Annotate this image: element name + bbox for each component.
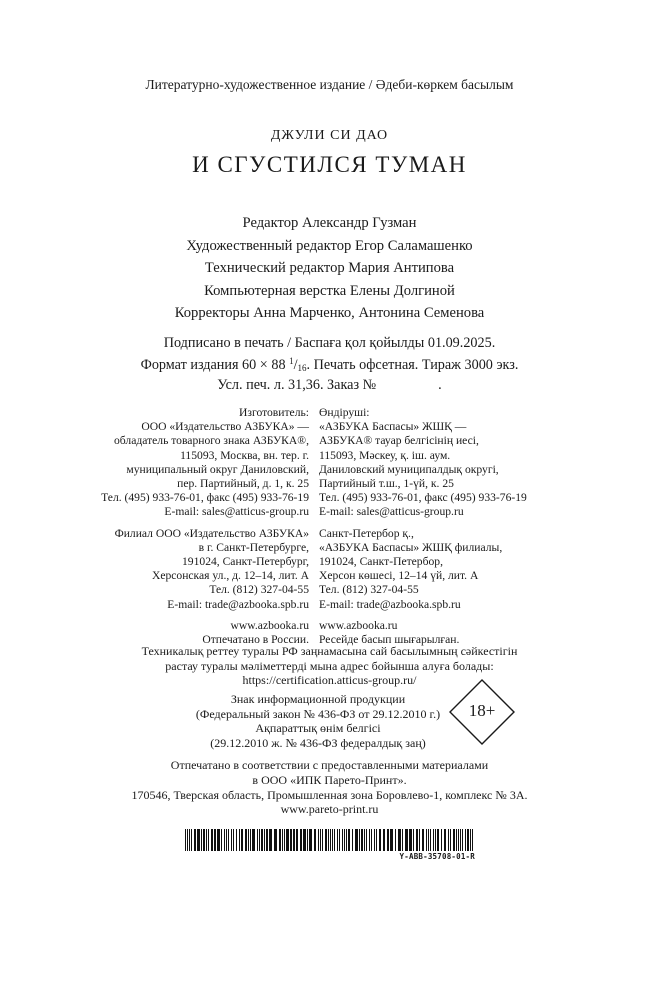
info-sign-line: Знак информационной продукции [230,692,406,706]
branch-kz-line: Херсон көшесі, 12–14 үй, лит. А [319,569,479,583]
credits-block [0,212,659,325]
credit-line: Корректоры Анна Марченко, Антонина Семенова [174,305,485,321]
barcode-bar [206,829,207,851]
barcode-bar [261,829,263,851]
format-suffix: . Печать офсетная. Тираж 3000 экз. [306,356,519,373]
barcode-bar [430,829,431,851]
barcode-bar [395,829,396,851]
manufacturer-kz-line: E-mail: sales@atticus-group.ru [319,505,464,519]
author-name: ДЖУЛИ СИ ДАО [270,128,389,143]
printed-in-kz: Ресейде басып шығарылған. [319,633,460,647]
barcode-bar [369,829,370,851]
barcode-bar [390,829,393,851]
barcode-bar [379,829,381,851]
certification-url: https://certification.atticus-group.ru/ [242,673,417,687]
barcode-bar [293,829,295,851]
barcode-bar [189,829,190,851]
barcode-bar [413,829,414,851]
book-title: И СГУСТИЛСЯ ТУМАН [192,152,467,177]
credit-line: Компьютерная верстка Елены Долгиной [204,282,455,299]
barcode-bar [359,829,360,851]
format-denominator: 16 [297,362,307,373]
manufacturer-ru-line: 115093, Москва, вн. тер. г. [180,448,309,462]
barcode-bar [465,829,466,851]
manufacturer-kz-line: «АЗБУКА Баспасы» ЖШҚ — [319,420,467,434]
barcode-bar [264,829,265,851]
barcode-bar [402,829,403,851]
barcode-bar [435,829,436,851]
barcode-bar [282,829,283,851]
barcode-bar [201,829,202,851]
printer-line: в ООО «ИПК Парето-Принт». [252,772,407,787]
branch-kz-line: Санкт-Петербор қ., [319,526,414,540]
barcode-bar [266,829,268,851]
barcode-bar [191,829,192,851]
barcode-caption: Y-ABB-35708-01-R [399,852,475,861]
barcode-bar [208,829,209,851]
barcode [185,829,475,851]
barcode-bar [467,829,469,851]
barcode-bar [224,829,225,851]
branch-ru-line: E-mail: trade@azbooka.spb.ru [167,597,309,611]
barcode-bar [303,829,306,851]
barcode-bar [458,829,459,851]
barcode-bar [371,829,372,851]
barcode-bar [450,829,451,851]
barcode-bar [286,829,289,851]
tech-regulation-note [0,644,659,688]
barcode-bar [239,829,240,851]
tech-regulation-line: Техникалық реттеу туралы РФ заңнамасына сай басылымның сәйкестігін [141,644,518,658]
manufacturer-ru-line: обладатель товарного знака АЗБУКА®, [114,434,309,448]
info-sign-line: (29.12.2010 ж. № 436-ФЗ федералдық заң) [210,735,426,750]
barcode-bar [236,829,237,851]
order-label: Усл. печ. л. 31,36. Заказ № [217,377,377,393]
printer-line: Отпечатано в соответствии с предоставленными материалами [170,758,489,772]
barcode-bar [366,829,367,851]
column-kazakh [319,406,619,647]
printed-in-ru: Отпечатано в России. [202,633,309,647]
barcode-bar [252,829,255,851]
branch-kz-line: Тел. (812) 327-04-55 [319,583,419,597]
website-kz: www.azbooka.ru [319,618,398,632]
manufacturer-kz-line: Даниловский муниципалдық округі, [319,462,499,476]
barcode-bar [296,829,298,851]
barcode-bar [405,829,408,851]
barcode-bar [470,829,471,851]
manufacturer-ru-line: муниципальный округ Даниловский, [126,462,309,476]
barcode-bar [250,829,251,851]
barcode-bar [257,829,258,851]
printer-url: www.pareto-print.ru [280,802,379,817]
branch-kz-line: 191024, Санкт-Петербор, [319,555,443,569]
manufacturer-ru-line: E-mail: sales@atticus-group.ru [164,505,309,519]
barcode-bar [214,829,216,851]
barcode-bar [398,829,401,851]
barcode-bar [269,829,272,851]
manufacturer-ru-line: пер. Партийный, д. 1, к. 25 [177,477,309,491]
barcode-bar [462,829,463,851]
barcode-bar [284,829,285,851]
barcode-bar [376,829,377,851]
barcode-bar [290,829,292,851]
barcode-bar [203,829,205,851]
barcode-bar [300,829,302,851]
barcode-bar [197,829,200,851]
column-russian [60,406,309,647]
barcode-bar [448,829,449,851]
barcode-bar [228,829,229,851]
manufacturer-kz-line: Партийный т.ш., 1-үй, к. 25 [319,477,454,491]
branch-kz-line: E-mail: trade@azbooka.spb.ru [319,597,461,611]
barcode-bar [314,829,316,851]
barcode-bar [374,829,375,851]
barcode-bar [194,829,196,851]
branch-ru-line: Филиал ООО «Издательство АЗБУКА» [114,526,309,540]
barcode-bar [211,829,213,851]
manufacturer-ru-line: ООО «Издательство АЗБУКА» — [141,420,309,434]
barcode-bar [231,829,232,851]
order-line [0,377,659,395]
barcode-bar [361,829,363,851]
print-info [0,335,659,395]
barcode-bar [332,829,333,851]
barcode-bar [226,829,227,851]
barcode-bar [325,829,327,851]
branch-ru-line: в г. Санкт-Петербурге, [198,540,309,554]
barcode-bar [433,829,434,851]
barcode-bar [259,829,260,851]
manufacturer-ru-line: Изготовитель: [239,406,309,419]
barcode-bar [322,829,323,851]
barcode-bar [460,829,461,851]
barcode-bar [241,829,243,851]
barcode-bar [346,829,347,851]
info-sign-block [168,692,468,750]
branch-ru-line: Херсонская ул., д. 12–14, лит. А [151,569,309,583]
barcode-bar [274,829,277,851]
barcode-bar [428,829,429,851]
branch-kz-line: «АЗБУКА Баспасы» ЖШҚ филиалы, [319,540,503,554]
manufacturer-kz-line: Тел. (495) 933-76-01, факс (495) 933-76-19 [319,491,527,505]
barcode-bar [334,829,335,851]
barcode-bar [307,829,308,851]
barcode-bar [320,829,321,851]
website-ru: www.azbooka.ru [230,618,309,632]
barcode-bar [453,829,455,851]
barcode-bar [441,829,442,851]
credit-line: Технический редактор Мария Антипова [204,260,455,276]
barcode-bar [422,829,424,851]
order-end: . [438,377,442,393]
barcode-bar [426,829,427,851]
barcode-bar [456,829,457,851]
printer-line: 170546, Тверская область, Промышленная зона Боровлево-1, комплекс № 3А. [131,787,528,802]
manufacturer-ru-line: Тел. (495) 933-76-01, факс (495) 933-76-19 [101,491,309,505]
barcode-bar [309,829,312,851]
barcode-bar [233,829,234,851]
info-sign-line: Ақпараттық өнім белгісі [255,721,381,735]
barcode-bar [416,829,418,851]
age-rating-text: 18+ [468,701,496,720]
credit-line: Редактор Александр Гузман [242,215,417,231]
barcode-bar [419,829,420,851]
barcode-bar [352,829,353,851]
barcode-bar [348,829,350,851]
manufacturer-kz-line: 115093, Мәскеу, қ. іш. аум. [319,448,451,462]
barcode-bar [387,829,389,851]
barcode-bar [330,829,331,851]
barcode-bar [245,829,247,851]
barcode-bar [437,829,439,851]
barcode-bar [472,829,473,851]
manufacturer-kz-line: Өндіруші: [319,406,370,419]
barcode-bar [279,829,281,851]
branch-ru-line: 191024, Санкт-Петербург, [182,555,309,569]
barcode-bar [383,829,385,851]
barcode-bar [444,829,446,851]
format-numerator: 1 [289,355,294,366]
barcode-bar [221,829,222,851]
series-line: Литературно-художественное издание / Әдеби-көркем басылым [145,77,514,92]
printer-info [0,758,659,817]
manufacturer-kz-line: АЗБУКА® тауар белгісінің иесі, [319,434,479,448]
barcode-bar [337,829,338,851]
barcode-bar [342,829,343,851]
age-rating-badge [449,679,515,745]
barcode-bar [217,829,220,851]
barcode-bar [409,829,412,851]
barcode-bar [187,829,188,851]
barcode-bar [344,829,345,851]
barcode-bar [185,829,186,851]
barcode-bar [339,829,340,851]
format-prefix: Формат издания 60 × 88 [140,356,290,373]
info-sign-line: (Федеральный закон № 436-ФЗ от 29.12.2010 г.) [195,706,441,721]
barcode-bar [364,829,365,851]
credit-line: Художественный редактор Егор Саламашенко [186,237,473,254]
tech-regulation-line: растау туралы мәліметтерді мына адрес бойынша алуға болады: [165,658,494,673]
format-line: Формат издания 60 × 88 $^1/_{16}$. Печать офсетная. Тираж 3000 экз. [140,355,519,373]
barcode-bar [248,829,249,851]
barcode-bar [318,829,319,851]
signed-line: Подписано в печать / Баспаға қол қойылды 01.09.2025. [163,335,496,351]
branch-ru-line: Тел. (812) 327-04-55 [209,583,309,597]
barcode-bar [355,829,358,851]
barcode-bar [328,829,329,851]
